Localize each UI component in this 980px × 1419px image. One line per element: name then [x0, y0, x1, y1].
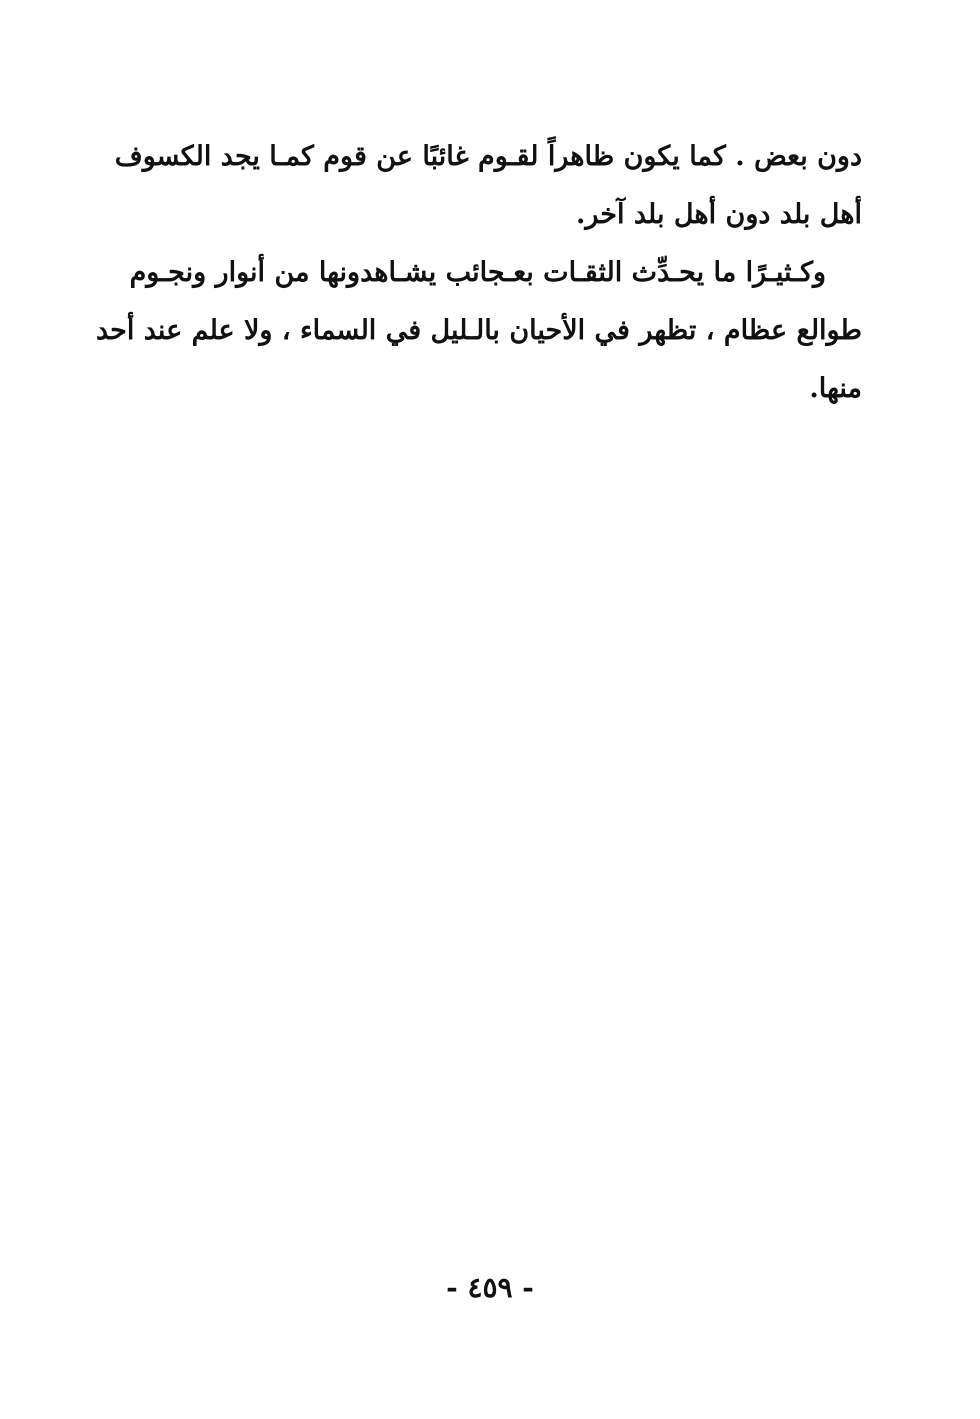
text-line-1: دون بعض . كما يكون ظاهراً لقـوم غائبًا عن قوم كمـا يجد الكسوف [114, 141, 862, 172]
text-line-2: أهل بلد دون أهل بلد آخر. [575, 199, 862, 230]
page-number: - ٤٥٩ - [446, 1271, 534, 1304]
text-line-5: منها. [809, 373, 862, 404]
text-line-4: طوالع عظام ، تظهر في الأحيان بالـليل في السماء ، ولا علم عند أحد [96, 315, 862, 346]
body-text [96, 128, 862, 418]
text-line-3: وكـثيـرًا ما يحـدِّث الثقـات بعـجائب يشـاهدونها من أنوار ونجـوم [129, 257, 826, 288]
